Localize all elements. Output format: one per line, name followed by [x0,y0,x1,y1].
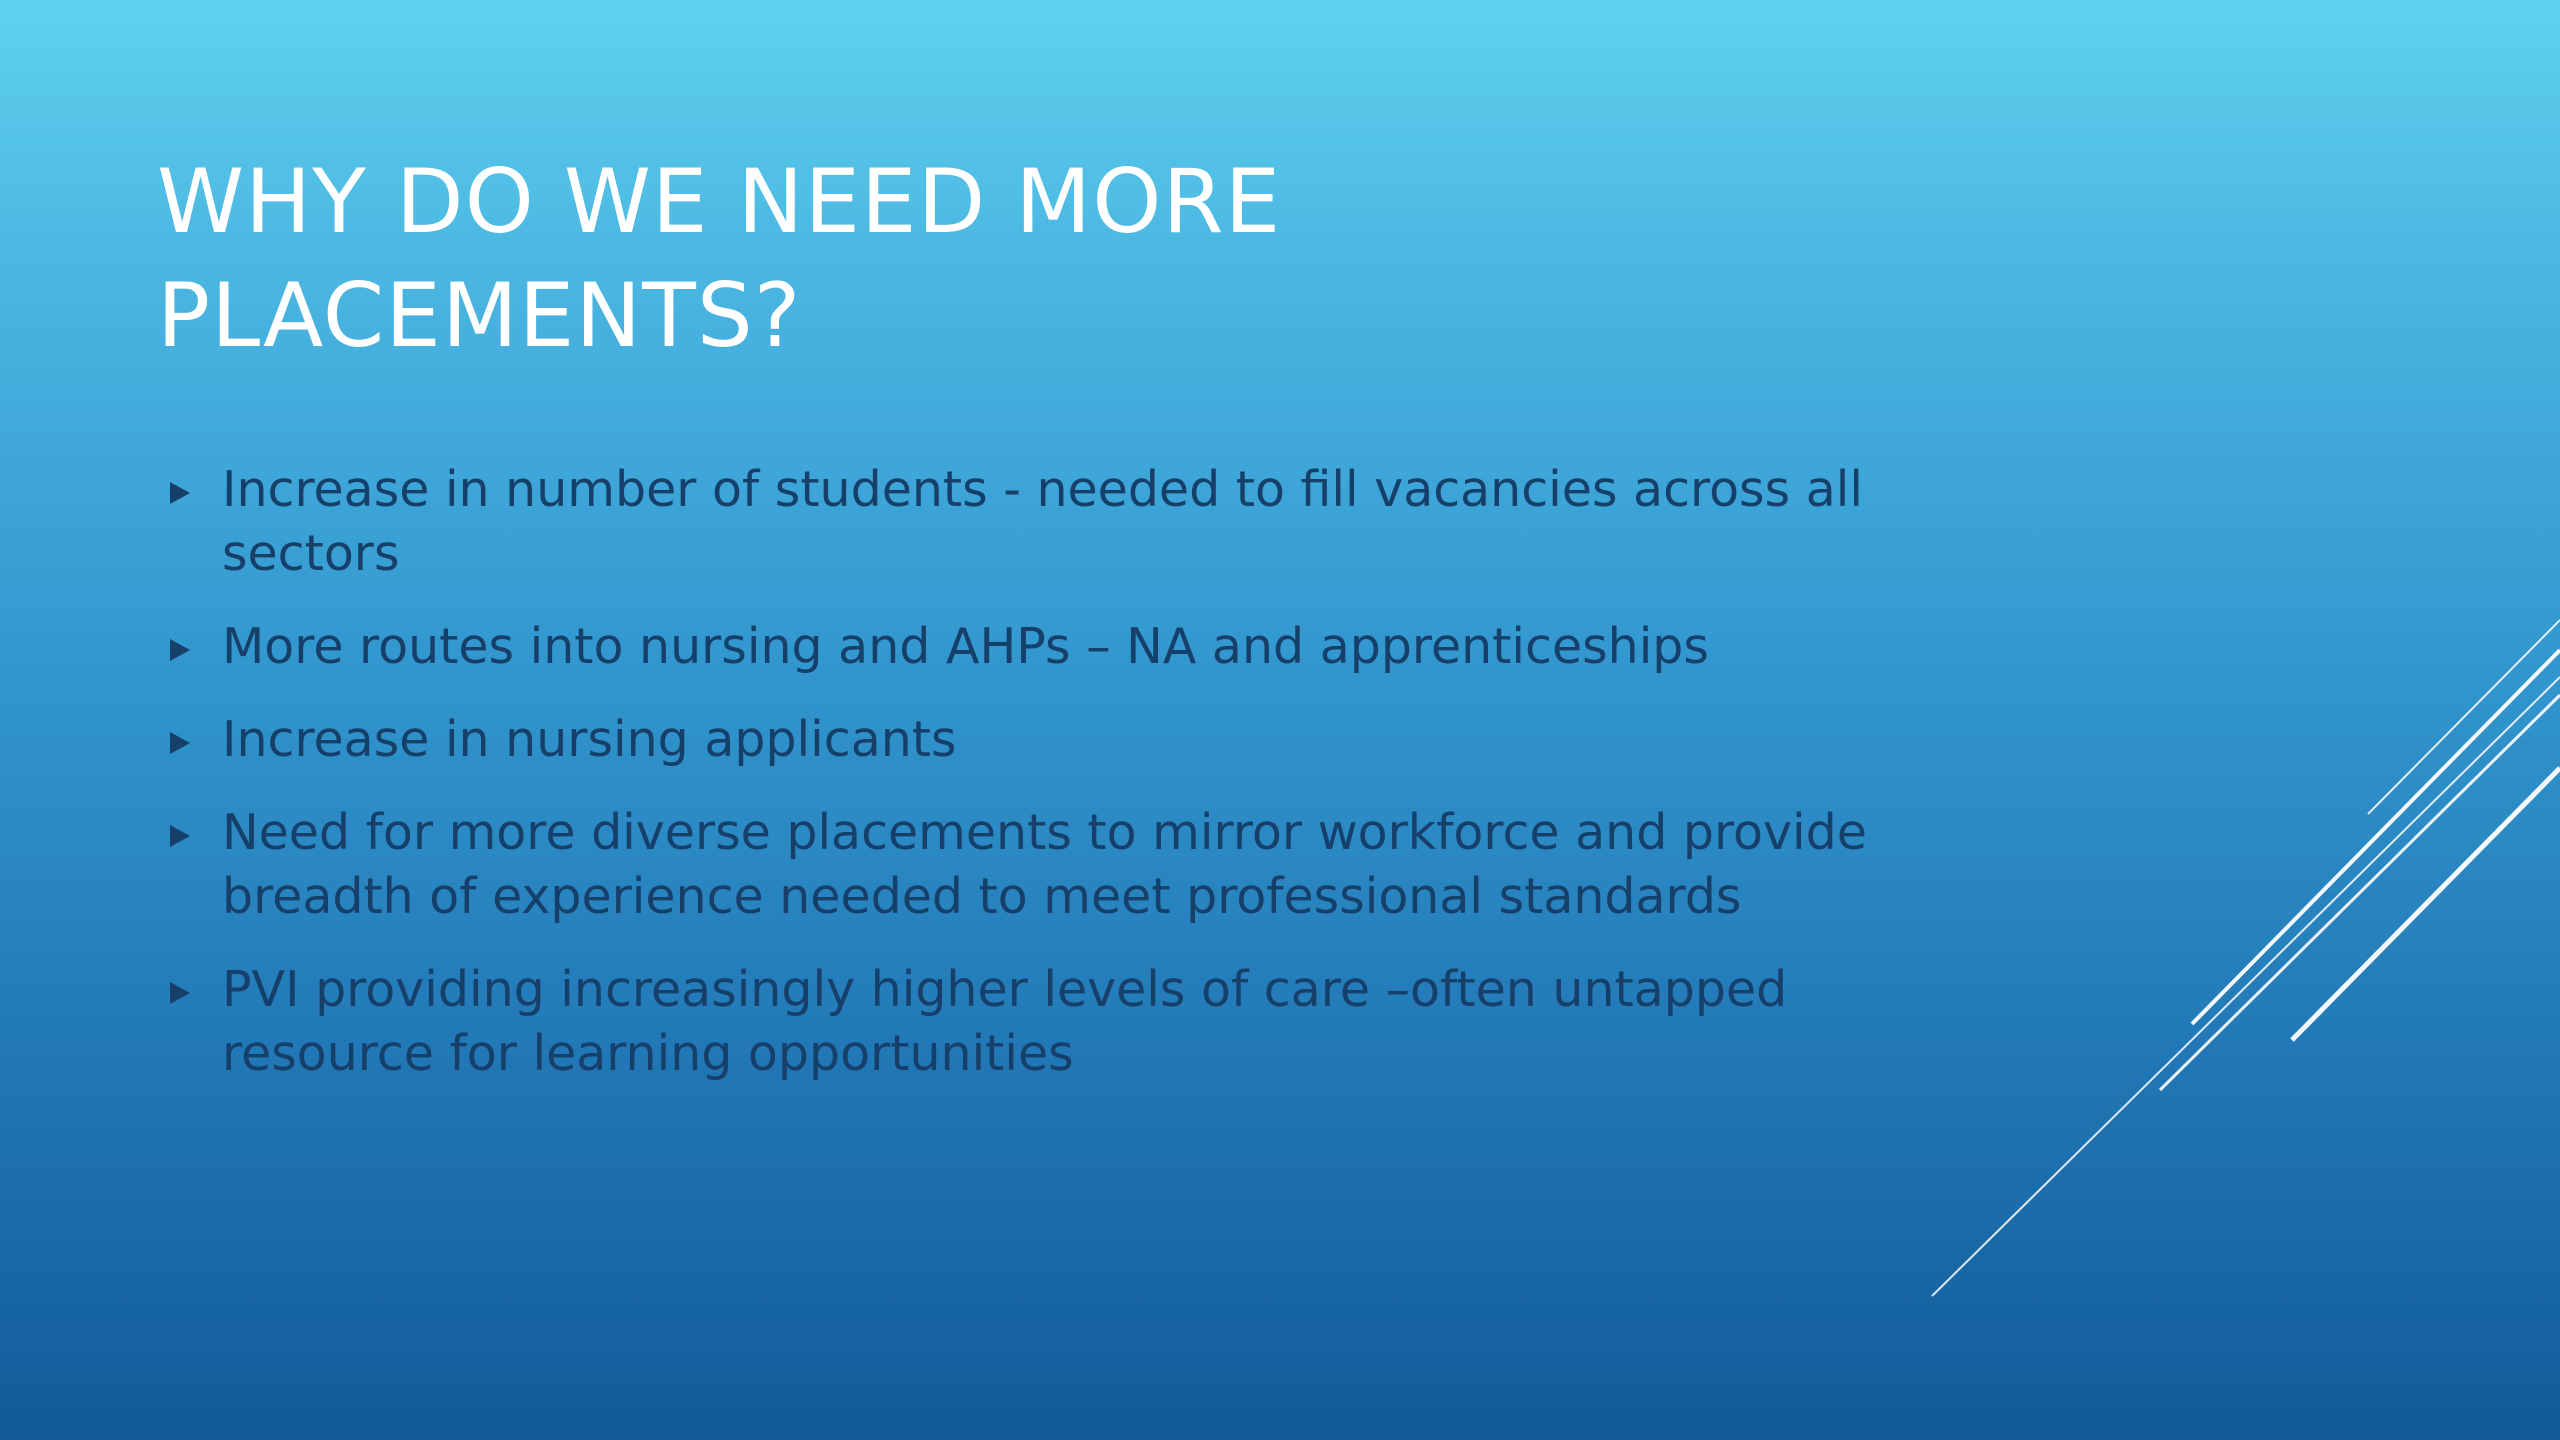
bullet-arrow-icon [170,825,190,847]
bullet-item [170,708,1910,772]
bullet-list [170,458,1910,1115]
diagonal-line-2 [2160,695,2560,1090]
bullet-text: PVI providing increasingly higher levels of care –often untapped resource for learning opportunities [222,961,1788,1082]
bullet-text: Need for more diverse placements to mirror workforce and provide breadth of experience needed to meet professional standards [222,804,1867,925]
bullet-arrow-icon [170,482,190,504]
slide-title [157,145,1757,373]
bullet-arrow-icon [170,982,190,1004]
bullet-item [170,458,1910,586]
bullet-arrow-icon [170,639,190,661]
bullet-text: Increase in nursing applicants [222,711,957,768]
bullet-text: More routes into nursing and AHPs – NA and apprenticeships [222,618,1709,675]
diagonal-line-1 [1932,677,2560,1296]
diagonal-line-3 [2192,650,2560,1024]
bullet-text: Increase in number of students - needed to fill vacancies across all sectors [222,461,1863,582]
slide-title-line-1: WHY DO WE NEED MORE [157,150,1282,253]
bullet-item [170,801,1910,929]
diagonal-line-4 [2368,620,2560,814]
slide-title-line-2: PLACEMENTS? [157,264,802,367]
bullet-item [170,958,1910,1086]
bullet-item [170,615,1910,679]
bullet-arrow-icon [170,732,190,754]
diagonal-line-5 [2292,768,2560,1040]
